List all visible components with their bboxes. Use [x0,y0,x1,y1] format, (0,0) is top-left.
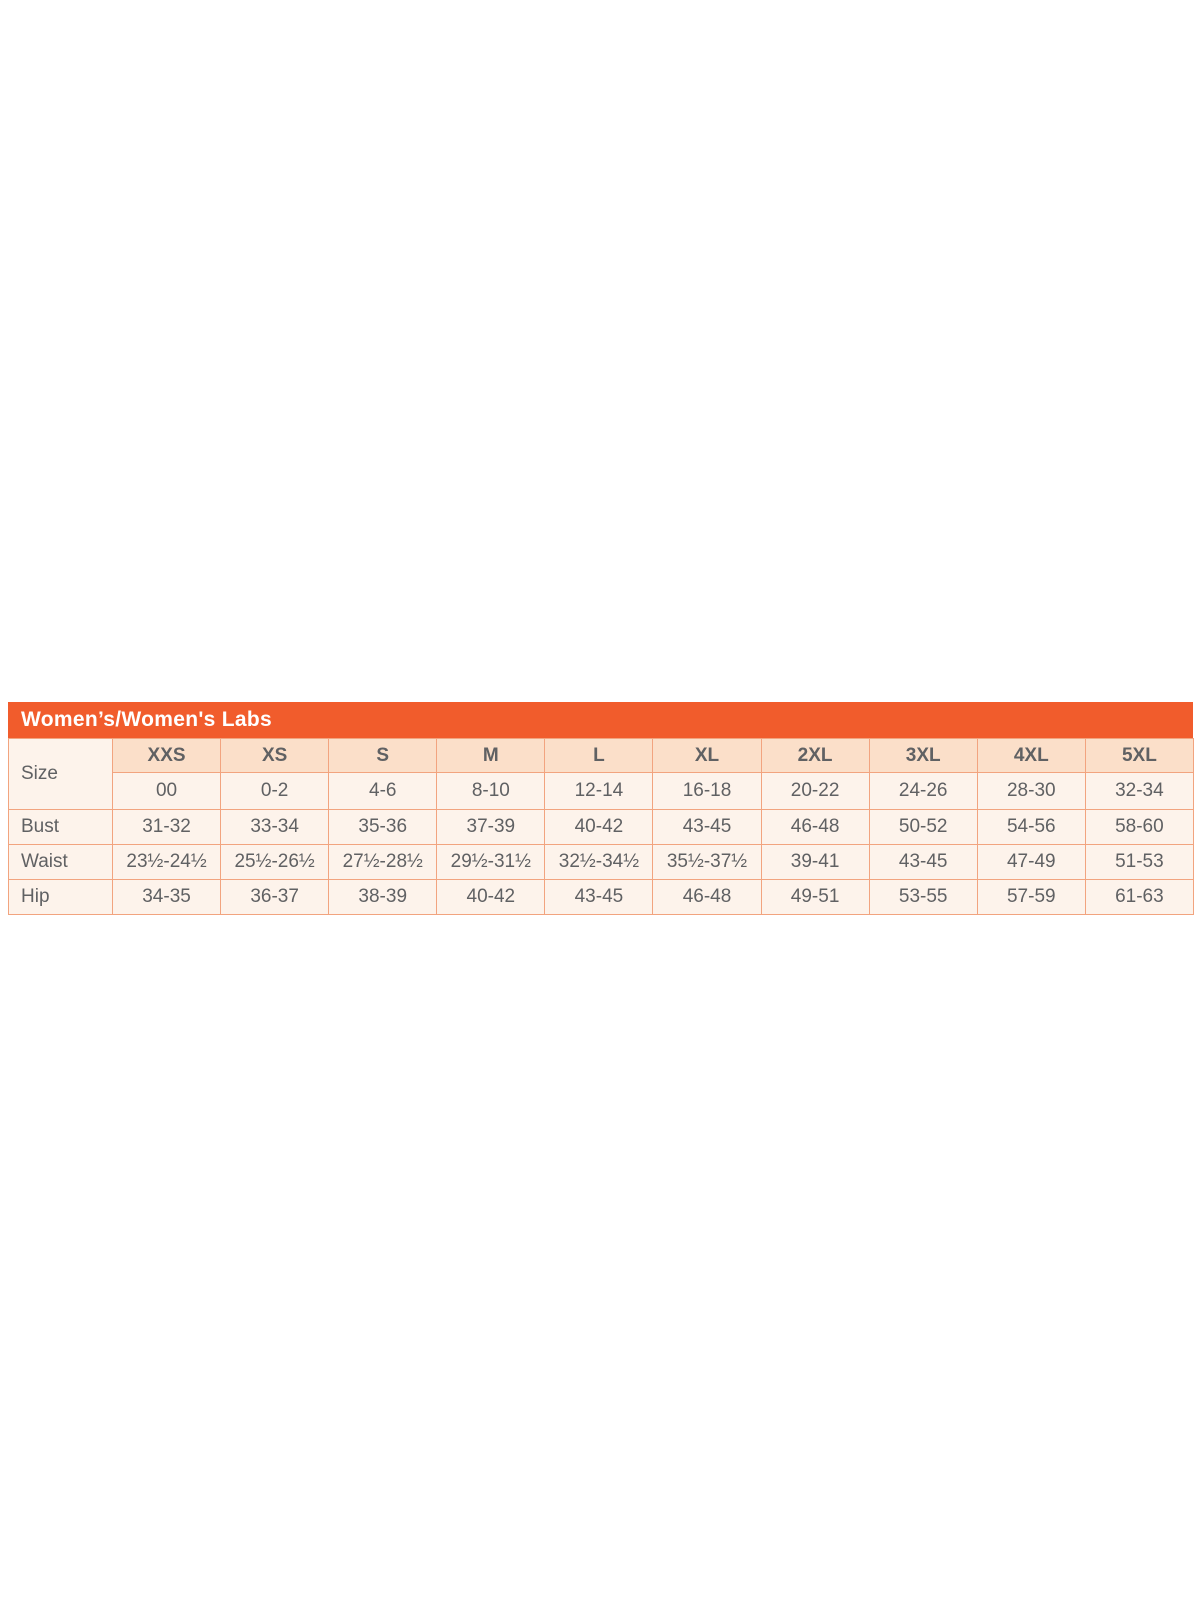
numeric-size-cell: 32-34 [1085,773,1193,810]
table-row [9,880,1194,915]
measurement-cell: 23½-24½ [113,845,221,880]
size-header-cell: L [545,739,653,773]
measurement-cell: 57-59 [977,880,1085,915]
measurement-cell: 53-55 [869,880,977,915]
measurement-cell: 35½-37½ [653,845,761,880]
measurement-cell: 35-36 [329,810,437,845]
numeric-size-cell: 4-6 [329,773,437,810]
measurement-cell: 46-48 [761,810,869,845]
measurement-cell: 61-63 [1085,880,1193,915]
measurement-cell: 40-42 [545,810,653,845]
row-label: Bust [9,810,113,845]
numeric-size-cell: 16-18 [653,773,761,810]
measurement-cell: 39-41 [761,845,869,880]
measurement-cell: 49-51 [761,880,869,915]
size-header-cell: XL [653,739,761,773]
size-header-cell: 3XL [869,739,977,773]
size-header-cell: 2XL [761,739,869,773]
measurement-cell: 25½-26½ [221,845,329,880]
numeric-size-cell: 20-22 [761,773,869,810]
measurement-cell: 51-53 [1085,845,1193,880]
measurement-cell: 31-32 [113,810,221,845]
measurement-cell: 54-56 [977,810,1085,845]
numeric-size-cell: 12-14 [545,773,653,810]
measurement-cell: 43-45 [869,845,977,880]
numeric-size-row [9,773,1194,810]
measurements-table [8,738,1194,915]
measurement-cell: 29½-31½ [437,845,545,880]
chart-title: Women’s/Women's Labs [21,708,272,731]
measurement-cell: 38-39 [329,880,437,915]
size-header-cell: M [437,739,545,773]
measurement-cell: 43-45 [653,810,761,845]
measurement-cell: 27½-28½ [329,845,437,880]
measurement-cell: 46-48 [653,880,761,915]
size-corner-label: Size [9,739,113,810]
size-header-cell: XXS [113,739,221,773]
numeric-size-cell: 0-2 [221,773,329,810]
measurement-cell: 40-42 [437,880,545,915]
row-label: Waist [9,845,113,880]
size-chart [8,702,1193,915]
table-row [9,810,1194,845]
chart-title-bar [8,702,1193,738]
size-header-row [9,739,1194,773]
size-header-cell: 4XL [977,739,1085,773]
measurement-cell: 47-49 [977,845,1085,880]
numeric-size-cell: 00 [113,773,221,810]
measurement-cell: 50-52 [869,810,977,845]
measurement-cell: 43-45 [545,880,653,915]
numeric-size-cell: 28-30 [977,773,1085,810]
measurement-cell: 33-34 [221,810,329,845]
measurement-cell: 37-39 [437,810,545,845]
measurement-cell: 34-35 [113,880,221,915]
numeric-size-cell: 24-26 [869,773,977,810]
measurement-cell: 32½-34½ [545,845,653,880]
row-label: Hip [9,880,113,915]
measurement-cell: 36-37 [221,880,329,915]
size-header-cell: XS [221,739,329,773]
size-header-cell: 5XL [1085,739,1193,773]
numeric-size-cell: 8-10 [437,773,545,810]
size-header-cell: S [329,739,437,773]
table-row [9,845,1194,880]
measurement-cell: 58-60 [1085,810,1193,845]
